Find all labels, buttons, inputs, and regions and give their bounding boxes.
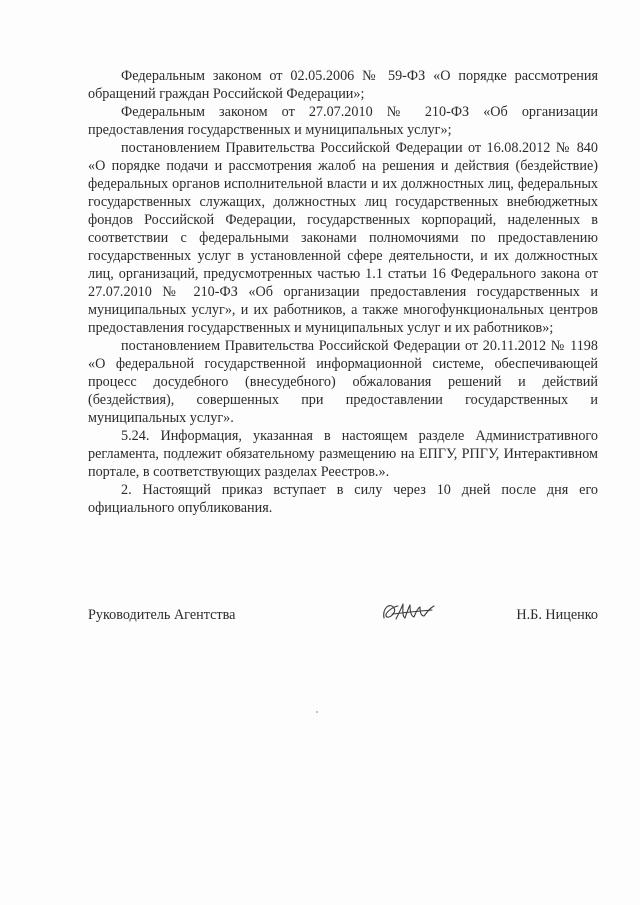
paragraph-law-210fz: Федеральным законом от 27.07.2010 № 210-ФЗ «Об организации предоставления государственных и муниципальных услуг»; — [88, 104, 598, 138]
paragraph-law-59fz: Федеральным законом от 02.05.2006 № 59-ФЗ «О порядке рассмотрения обращений граждан Российской Федерации»; — [88, 68, 598, 102]
paragraph-section-5-24: 5.24. Информация, указанная в настоящем разделе Административного регламента, подлежит обязательному размещению на ЕПГУ, РПГУ, Интерактивном портале, в соответствующих разделах Реестров.». — [88, 428, 598, 480]
handwritten-signature — [378, 598, 438, 626]
signer-name: Н.Б. Ниценко — [516, 607, 598, 623]
signature-block — [88, 598, 598, 628]
paragraph-resolution-1198: постановлением Правительства Российской Федерации от 20.11.2012 № 1198 «О федеральной государственной информационной системе, обеспечивающей процесс досудебного (внесудебного) обжалования решений и действий (бездействия), совершенных при предоставлении государственных и муниципальных услуг». — [88, 338, 598, 426]
signer-position: Руководитель Агентства — [88, 607, 236, 623]
scan-speck — [316, 711, 318, 713]
paragraph-resolution-840: постановлением Правительства Российской Федерации от 16.08.2012 № 840 «О порядке подачи и рассмотрения жалоб на решения и действия (бездействие) федеральных органов исполнительной власти и их должностных лиц, федеральных государственных служащих, должностных лиц государственных внебюджетных фондов Российской Федерации, государственных корпораций, наделенных в соответствии с федеральными законами полномочиями по предоставлению государственных услуг в установленной сфере деятельности, и их должностных лиц, организаций, предусмотренных частью 1.1 статьи 16 Федерального закона от 27.07.2010 № 210-ФЗ «Об организации предоставления государственных и муниципальных услуг», и их работников, а также многофункциональных центров предоставления государственных и муниципальных услуг и их работников»; — [88, 140, 598, 336]
document-body — [88, 67, 598, 517]
paragraph-effective-date: 2. Настоящий приказ вступает в силу через 10 дней после дня его официального опубликования. — [88, 482, 598, 516]
